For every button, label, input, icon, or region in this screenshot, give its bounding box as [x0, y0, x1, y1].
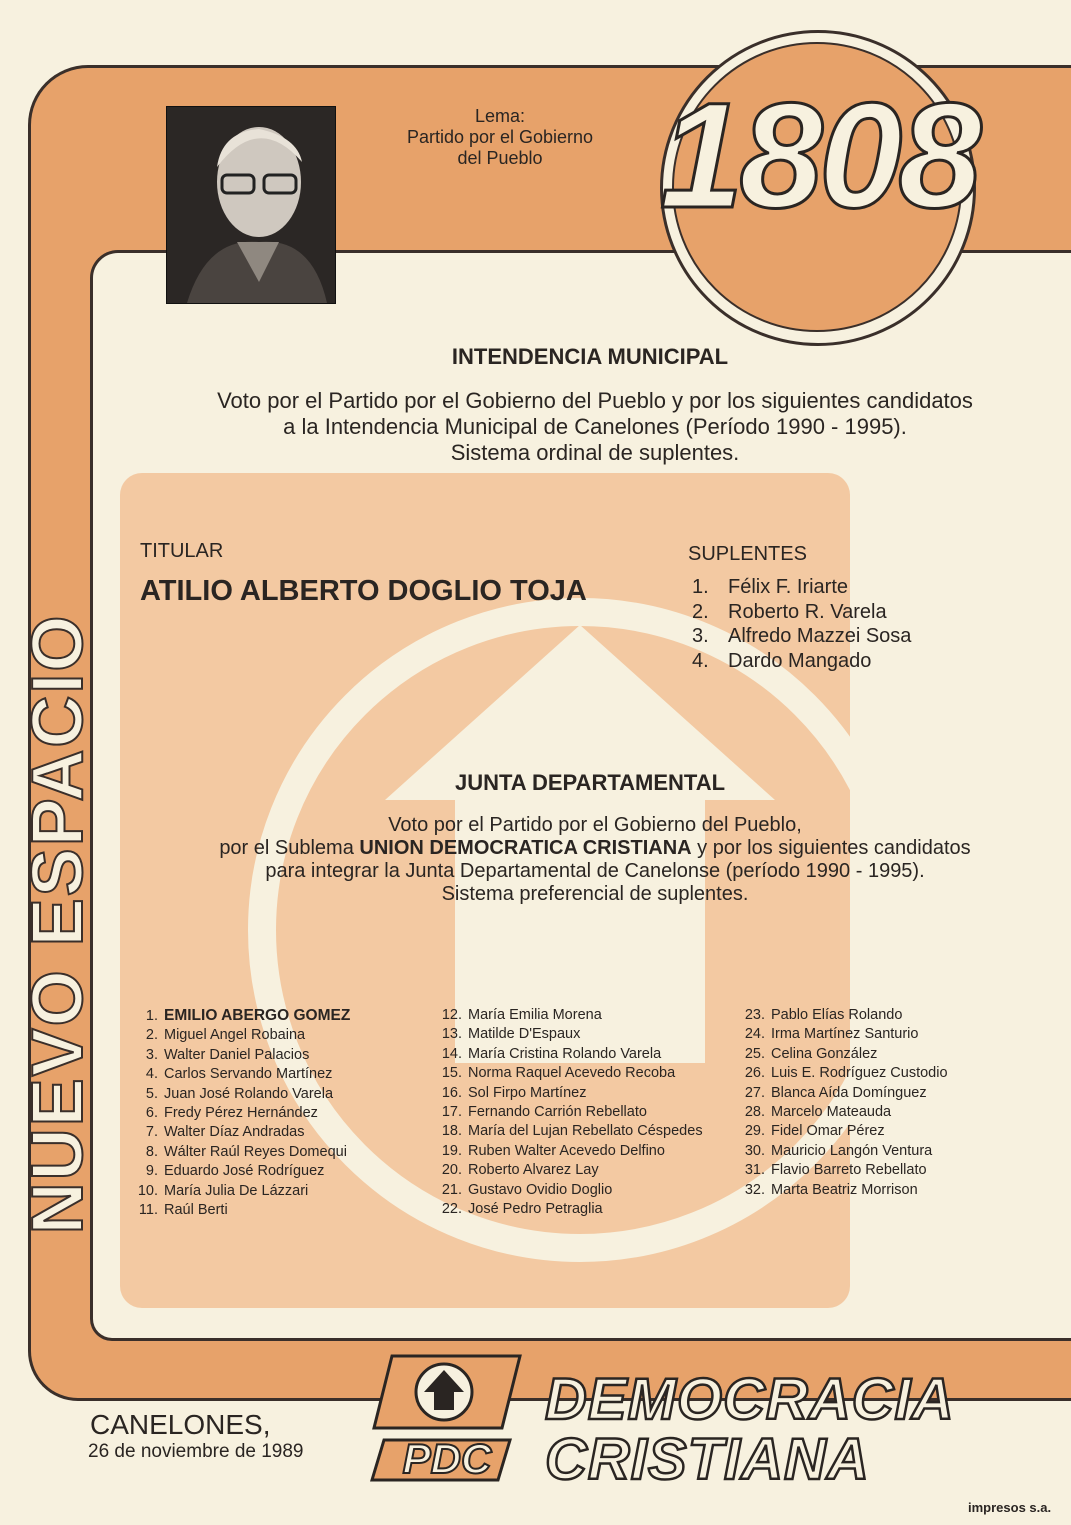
list-item: 21. Gustavo Ovidio Doglio [441, 1181, 613, 1198]
list-item: 3. Walter Daniel Palacios [145, 1046, 310, 1063]
junta-line3: para integrar la Junta Departamental de Canelonse (período 1990 - 1995). [265, 860, 925, 882]
suplentes-list [692, 575, 911, 673]
junta-line2: por el Sublema UNION DEMOCRATICA CRISTIANA y por los siguientes candidatos [219, 837, 971, 859]
list-item: 19. Ruben Walter Acevedo Delfino [441, 1142, 665, 1159]
pdc-abbr: PDC [402, 1435, 492, 1482]
list-item: 12. María Emilia Morena [441, 1007, 602, 1023]
junta-line1: Voto por el Partido por el Gobierno del Pueblo, [388, 814, 802, 836]
party-name-line1: DEMOCRACIA [545, 1367, 955, 1432]
list-item: 31. Flavio Barreto Rebellato [744, 1162, 927, 1179]
party-name-line2: CRISTIANA [545, 1427, 870, 1492]
list-item: 2. Miguel Angel Robaina [145, 1027, 306, 1044]
intendencia-heading: INTENDENCIA MUNICIPAL [451, 344, 729, 369]
list-item: 28. Marcelo Mateauda [744, 1104, 892, 1121]
lema-label: Lema: [474, 106, 526, 126]
vertical-banner: NUEVO ESPACIO [18, 613, 98, 1235]
junta-text [120, 814, 1070, 906]
printer-credit: impresos s.a. [968, 1500, 1052, 1515]
intendencia-text [120, 388, 1070, 466]
list-item: 9. Eduardo José Rodríguez [145, 1163, 325, 1180]
list-item: 13. Matilde D'Espaux [441, 1026, 581, 1043]
candidates-column-2 [432, 1006, 703, 1219]
list-item: 14. María Cristina Rolando Varela [441, 1045, 662, 1062]
suplentes-label: SUPLENTES [688, 543, 807, 565]
candidate-photo [166, 106, 336, 304]
list-item: 15. Norma Raquel Acevedo Recoba [441, 1065, 676, 1082]
list-item: 24. Irma Martínez Santurio [744, 1026, 919, 1043]
list-item: 5. Juan José Rolando Varela [145, 1085, 334, 1102]
list-item: 25. Celina González [744, 1045, 878, 1062]
list-item: 18. María del Lujan Rebellato Céspedes [441, 1123, 703, 1140]
list-item: 22. José Pedro Petraglia [441, 1201, 603, 1218]
candidates-column-3 [735, 1006, 948, 1200]
list-item: 10. María Julia De Lázzari [137, 1182, 309, 1199]
list-item: 20. Roberto Alvarez Lay [441, 1162, 599, 1179]
list-item: 8. Wálter Raúl Reyes Domequi [145, 1143, 347, 1160]
list-item: 32. Marta Beatriz Morrison [744, 1181, 918, 1198]
intendencia-line3: Sistema ordinal de suplentes. [450, 440, 740, 465]
titular-label: TITULAR [140, 540, 224, 562]
date-label: 26 de noviembre de 1989 [88, 1441, 304, 1462]
list-item: 2. Roberto R. Varela [692, 600, 887, 623]
list-item: 30. Mauricio Langón Ventura [744, 1142, 933, 1159]
candidates-column-1 [128, 1006, 350, 1220]
list-item: 4. Dardo Mangado [692, 649, 872, 672]
list-item: 3. Alfredo Mazzei Sosa [692, 625, 912, 647]
lema-block [350, 106, 650, 169]
list-item: 1. Félix F. Iriarte [692, 576, 849, 598]
list-item: 16. Sol Firpo Martínez [441, 1084, 587, 1101]
lema-line2: del Pueblo [457, 148, 543, 168]
intendencia-line2: a la Intendencia Municipal de Canelones (Período 1990 - 1995). [283, 414, 907, 439]
place-label: CANELONES, [90, 1409, 271, 1440]
list-item: 11. Raúl Berti [138, 1202, 228, 1219]
list-item: 7. Walter Díaz Andradas [145, 1124, 305, 1141]
list-item: 1. EMILIO ABERGO GOMEZ [145, 1007, 351, 1024]
list-item: 4. Carlos Servando Martínez [145, 1066, 333, 1083]
list-item: 29. Fidel Omar Pérez [744, 1123, 885, 1140]
list-item: 27. Blanca Aída Domínguez [744, 1084, 927, 1101]
list-item: 17. Fernando Carrión Rebellato [441, 1104, 647, 1121]
list-item: 6. Fredy Pérez Hernández [145, 1105, 318, 1122]
list-item: 23. Pablo Elías Rolando [744, 1007, 903, 1023]
list-item: 26. Luis E. Rodríguez Custodio [744, 1065, 948, 1082]
junta-heading: JUNTA DEPARTAMENTAL [454, 770, 726, 795]
lema-line1: Partido por el Gobierno [406, 127, 594, 147]
titular-name: ATILIO ALBERTO DOGLIO TOJA [140, 575, 587, 607]
list-number: 1808 [660, 71, 978, 239]
intendencia-line1: Voto por el Partido por el Gobierno del Pueblo y por los siguientes candidatos [217, 388, 973, 413]
junta-line4: Sistema preferencial de suplentes. [441, 883, 749, 905]
